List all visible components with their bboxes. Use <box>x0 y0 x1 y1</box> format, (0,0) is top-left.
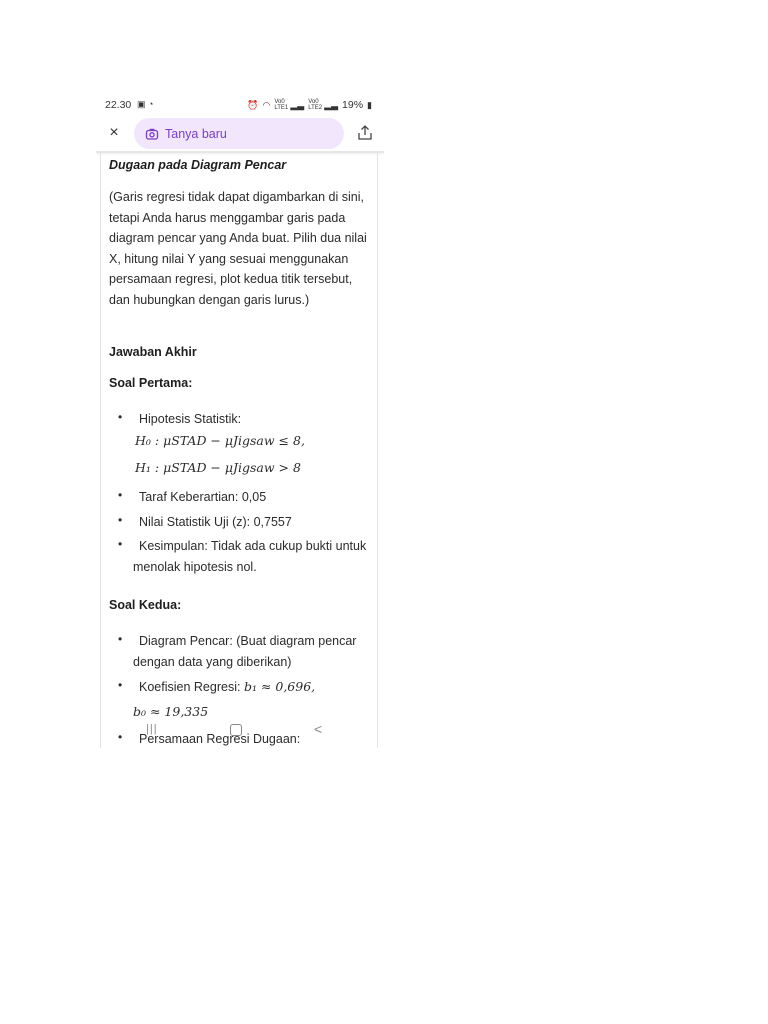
signal-bars-2-icon: ▂▃ <box>324 99 339 110</box>
toolbar <box>96 118 384 150</box>
whatsapp-icon: ◔ <box>148 99 154 109</box>
phone-screen <box>96 92 384 748</box>
alarm-icon: ⏰ <box>247 99 259 110</box>
new-question-label: Tanya baru <box>165 126 227 141</box>
gallery-icon: ▣ <box>137 99 146 109</box>
battery-level: 19% <box>342 99 364 111</box>
h1-formula: H₁ : μSTAD − μJigsaw > 8 <box>135 460 301 475</box>
conclusion: Kesimpulan: Tidak ada cukup bukti untuk menolak hipotesis nol. <box>133 539 367 574</box>
share-icon[interactable] <box>356 124 374 142</box>
b1-value: b₁ ≈ 0,696, <box>243 679 316 694</box>
final-answer-heading: Jawaban Akhir <box>109 345 197 359</box>
answer-content <box>100 153 378 748</box>
bullet-dot: • <box>118 730 123 744</box>
new-question-button[interactable] <box>134 118 344 149</box>
bullet-dot: • <box>118 632 123 646</box>
bullet-dot: • <box>118 513 123 527</box>
camera-icon <box>145 127 159 141</box>
regression-coefficient <box>139 677 369 698</box>
battery-icon: ▮ <box>367 99 372 110</box>
scatter-instruction: Diagram Pencar: (Buat diagram pencar dengan data yang diberikan) <box>133 634 357 669</box>
coefficient-label: Koefisien Regresi: <box>139 680 241 694</box>
back-button[interactable]: < <box>314 721 323 737</box>
bullet-dot: • <box>118 410 123 424</box>
recent-apps-button[interactable]: ||| <box>146 723 158 735</box>
signal-bars-1-icon: ▂▃ <box>290 99 305 110</box>
close-button[interactable]: × <box>109 124 119 141</box>
signal-2: Vo0 LTE2 <box>308 99 323 111</box>
h0-formula: H₀ : μSTAD − μJigsaw ≤ 8, <box>135 433 305 448</box>
bullet-dot: • <box>118 488 123 502</box>
wifi-icon: ◠ <box>262 99 271 110</box>
alpha-level: Taraf Keberartian: 0,05 <box>139 490 267 504</box>
second-question-title: Soal Kedua: <box>109 598 182 612</box>
status-bar <box>96 92 384 118</box>
bullet-dot: • <box>118 537 123 551</box>
first-question-title: Soal Pertama: <box>109 376 193 390</box>
hypothesis-label: Hipotesis Statistik: <box>139 412 242 426</box>
navigation-bar <box>96 720 384 740</box>
signal-1: Vo0 LTE1 <box>274 99 289 111</box>
z-statistic: Nilai Statistik Uji (z): 0,7557 <box>139 515 292 529</box>
status-right <box>247 99 372 111</box>
home-button[interactable] <box>230 724 242 736</box>
regression-equation-label: Persamaan Regresi Dugaan: <box>139 732 301 746</box>
heading-scatter: Dugaan pada Diagram Pencar <box>109 158 287 172</box>
status-time: 22.30 <box>105 99 132 111</box>
bullet-dot: • <box>118 678 123 692</box>
b0-value: b₀ ≈ 19,335 <box>133 704 209 719</box>
scatter-note: (Garis regresi tidak dapat digambarkan di sini, tetapi Anda harus menggambar garis pada diagram pencar yang Anda buat. Pilih dua nilai X, hitung nilai Y yang sesuai menggunakan persamaan regresi, plot kedua titik tersebut, dan hubungkan dengan garis lurus.) <box>109 190 367 307</box>
